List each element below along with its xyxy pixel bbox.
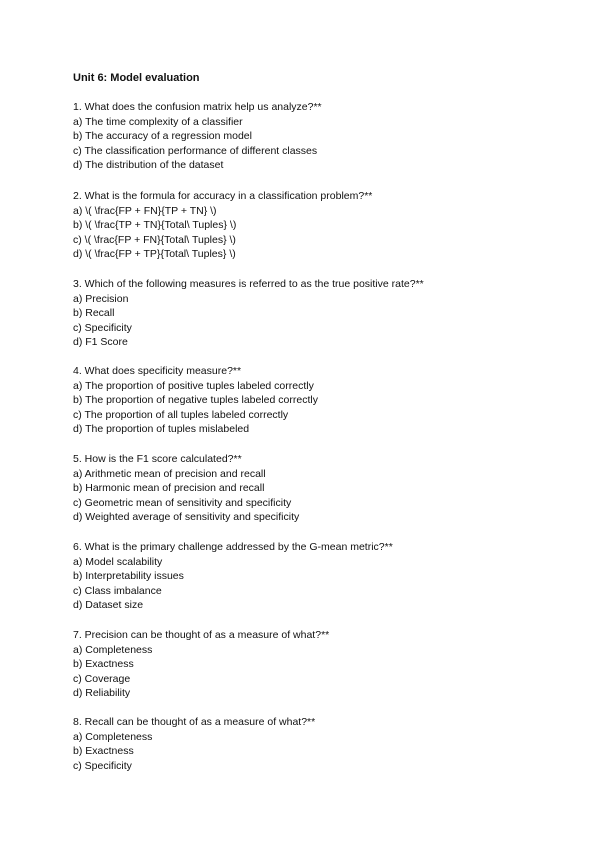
answer-option: d) Weighted average of sensitivity and specificity [73, 511, 300, 524]
answer-option: a) Precision [73, 292, 129, 305]
answer-option: b) Interpretability issues [73, 570, 184, 583]
question-block-3 [73, 277, 553, 350]
question-text: 8. Recall can be thought of as a measure of what?** [73, 716, 316, 728]
question-text: 2. What is the formula for accuracy in a classification problem?** [73, 190, 373, 202]
answer-option: a) Arithmetic mean of precision and recall [73, 467, 266, 480]
question-block-7 [73, 628, 553, 701]
answer-option: b) \( \frac{TP + TN}{Total\ Tuples} \) [73, 219, 237, 232]
answer-option: d) The proportion of tuples mislabeled [73, 423, 250, 436]
answer-option: c) Specificity [73, 759, 132, 772]
answer-option: c) Specificity [73, 321, 132, 334]
answer-option: a) The time complexity of a classifier [73, 115, 243, 128]
answer-option: b) Harmonic mean of precision and recall [73, 482, 265, 495]
answer-option: a) Completeness [73, 643, 153, 656]
page-title: Unit 6: Model evaluation [73, 72, 200, 84]
answer-option: b) Exactness [73, 745, 134, 758]
question-block-6 [73, 540, 553, 613]
question-text: 5. How is the F1 score calculated?** [73, 453, 242, 465]
question-block-8 [73, 715, 553, 773]
answer-option: a) Completeness [73, 730, 153, 743]
answer-option: d) F1 Score [73, 336, 128, 349]
answer-option: c) \( \frac{FP + FN}{Total\ Tuples} \) [73, 233, 236, 246]
answer-option: d) Reliability [73, 687, 131, 700]
answer-option: d) \( \frac{FP + TP}{Total\ Tuples} \) [73, 248, 236, 261]
answer-option: d) Dataset size [73, 599, 144, 612]
question-block-2 [73, 189, 553, 262]
answer-option: c) The classification performance of different classes [73, 144, 318, 157]
answer-option: b) The proportion of negative tuples labeled correctly [73, 394, 318, 407]
question-block-4 [73, 364, 553, 437]
answer-option: c) Geometric mean of sensitivity and specificity [73, 496, 292, 509]
question-text: 4. What does specificity measure?** [73, 365, 242, 377]
question-block-1 [73, 100, 553, 173]
answer-option: b) Exactness [73, 658, 134, 671]
answer-option: b) Recall [73, 307, 115, 320]
answer-option: c) Coverage [73, 672, 131, 685]
question-text: 6. What is the primary challenge addressed by the G-mean metric?** [73, 541, 393, 553]
answer-option: c) Class imbalance [73, 584, 162, 597]
answer-option: d) The distribution of the dataset [73, 159, 224, 172]
answer-option: a) \( \frac{FP + FN}{TP + TN} \) [73, 204, 217, 217]
answer-option: b) The accuracy of a regression model [73, 130, 252, 143]
answer-option: a) Model scalability [73, 555, 163, 568]
question-text: 3. Which of the following measures is referred to as the true positive rate?** [73, 278, 424, 290]
answer-option: c) The proportion of all tuples labeled correctly [73, 408, 289, 421]
question-text: 7. Precision can be thought of as a measure of what?** [73, 629, 330, 641]
answer-option: a) The proportion of positive tuples labeled correctly [73, 379, 314, 392]
question-text: 1. What does the confusion matrix help us analyze?** [73, 101, 322, 113]
question-block-5 [73, 452, 553, 525]
